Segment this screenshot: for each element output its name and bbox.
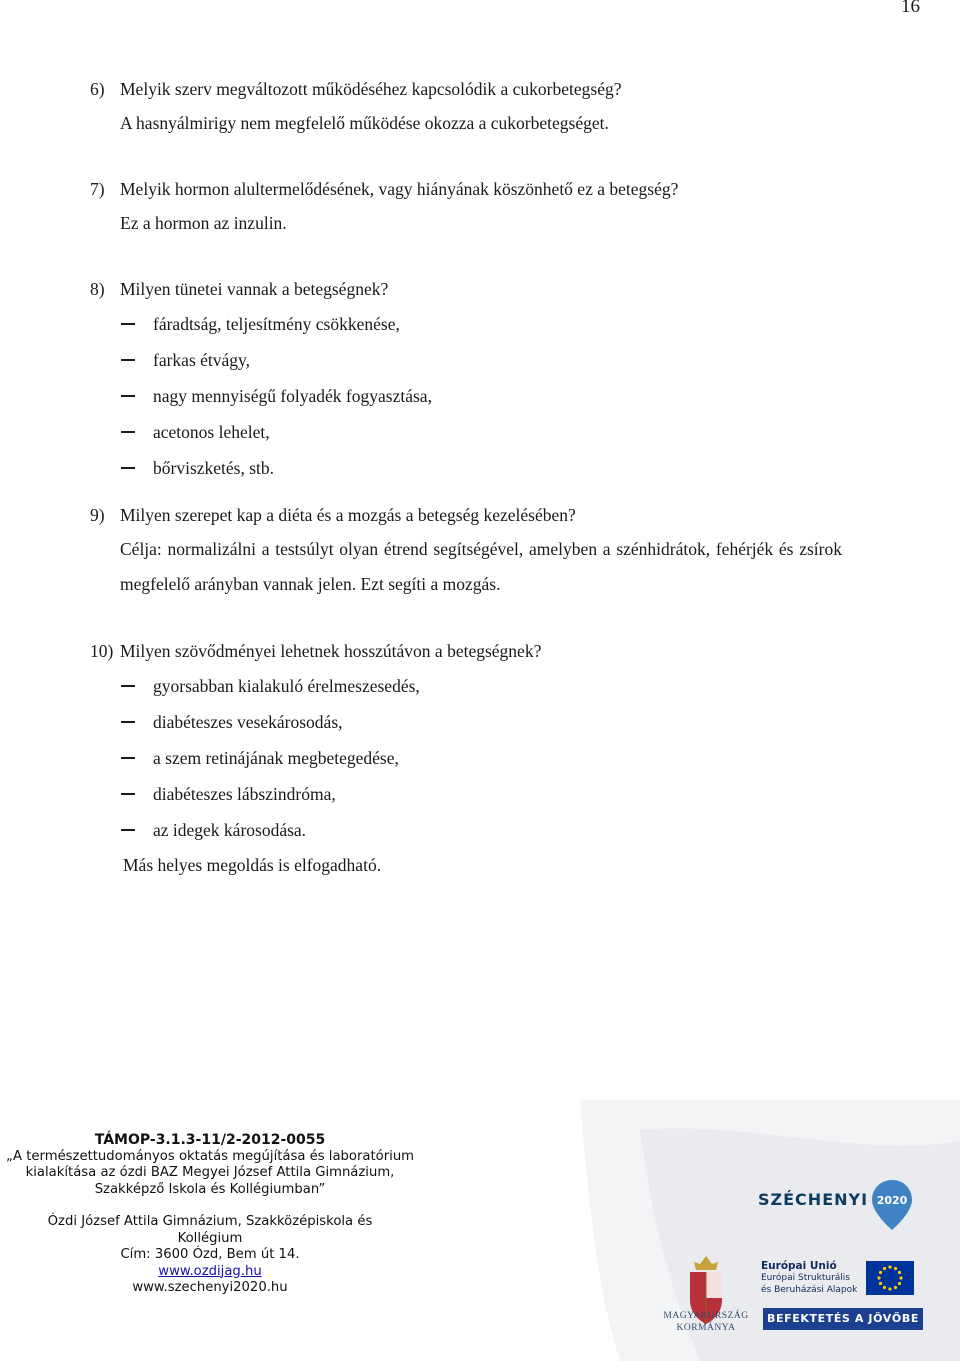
school-address: Cím: 3600 Ózd, Bem út 14. [120, 1247, 300, 1262]
school-name-line: Kollégium [177, 1230, 243, 1246]
list-item: a szem retinájának megbetegedése, [90, 740, 842, 776]
dash-bullet [121, 829, 135, 831]
answer-note: Más helyes megoldás is elfogadható. [123, 855, 382, 875]
list-item: farkas étvágy, [90, 342, 842, 378]
eu-funds-label: Európai Unió Európai Strukturális és Beruházási Alapok [761, 1260, 858, 1295]
answer-9: Célja: normalizálni a testsúlyt olyan étrend segítségével, amelyben a szénhidrátok, fehérjék és zsírok megfelelő arányban vannak jelen. Ezt segíti a mozgás. [120, 539, 842, 594]
szechenyi-pin-icon [870, 1178, 914, 1232]
dash-bullet [121, 685, 135, 687]
government-label: MAGYARORSZÁG KORMÁNYA [663, 1311, 749, 1333]
symptom-list [90, 306, 842, 486]
question-8 [90, 272, 842, 306]
answer-7: Ez a hormon az inzulin. [120, 213, 287, 233]
dash-bullet [121, 431, 135, 433]
invest-slogan-bar: BEFEKTETÉS A JÖVŐBE [763, 1308, 923, 1330]
question-number: 6) [90, 79, 105, 99]
dash-bullet [121, 721, 135, 723]
question-10 [90, 634, 842, 668]
complication-list [90, 668, 842, 848]
list-item: nagy mennyiségű folyadék fogyasztása, [90, 378, 842, 414]
dash-bullet [121, 323, 135, 325]
dash-bullet [121, 359, 135, 361]
project-code: TÁMOP-3.1.3-11/2-2012-0055 [94, 1132, 326, 1148]
question-7 [90, 172, 842, 206]
page-content [90, 72, 842, 882]
school-website-link[interactable]: www.ozdijag.hu [158, 1263, 262, 1279]
question-number: 8) [90, 279, 105, 299]
dash-bullet [121, 793, 135, 795]
szechenyi-logo-text: SZÉCHENYI [758, 1190, 869, 1209]
answer-6: A hasnyálmirigy nem megfelelő működése okozza a cukorbetegséget. [120, 113, 609, 133]
question-9 [90, 498, 842, 532]
school-name-line: Ózdi József Attila Gimnázium, Szakközépiskola és [47, 1214, 373, 1229]
eu-flag-icon [866, 1261, 914, 1295]
question-text: Milyen tünetei vannak a betegségnek? [120, 279, 389, 299]
project-title-line: kialakítása az ózdi BAZ Megyei József Attila Gimnázium, [25, 1165, 395, 1180]
szechenyi-year: 2020 [876, 1194, 908, 1207]
question-text: Milyen szerepet kap a diéta és a mozgás a betegség kezelésében? [120, 505, 576, 525]
footer-info [0, 1132, 420, 1297]
list-item: az idegek károsodása. [90, 812, 842, 848]
question-number: 9) [90, 505, 105, 525]
question-6 [90, 72, 842, 106]
page-number: 16 [901, 0, 920, 17]
question-text: Melyik szerv megváltozott működéséhez kapcsolódik a cukorbetegség? [120, 79, 622, 99]
project-title-line: „A természettudományos oktatás megújítása és laboratórium [5, 1148, 415, 1164]
hungarian-coat-of-arms-icon [666, 1248, 746, 1358]
sponsor-logos [580, 1100, 960, 1361]
list-item: bőrviszketés, stb. [90, 450, 842, 486]
question-number: 7) [90, 179, 105, 199]
dash-bullet [121, 757, 135, 759]
question-text: Melyik hormon alultermelődésének, vagy hiányának köszönhető ez a betegség? [120, 179, 679, 199]
list-item: gyorsabban kialakuló érelmeszesedés, [90, 668, 842, 704]
question-text: Milyen szövődményei lehetnek hosszútávon a betegségnek? [120, 641, 542, 661]
list-item: diabéteszes lábszindróma, [90, 776, 842, 812]
list-item: fáradtság, teljesítmény csökkenése, [90, 306, 842, 342]
dash-bullet [121, 395, 135, 397]
list-item: acetonos lehelet, [90, 414, 842, 450]
list-item: diabéteszes vesekárosodás, [90, 704, 842, 740]
question-number: 10) [90, 641, 114, 661]
program-website: www.szechenyi2020.hu [132, 1280, 288, 1295]
project-title-line: Szakképző Iskola és Kollégiumban” [94, 1181, 326, 1197]
dash-bullet [121, 467, 135, 469]
